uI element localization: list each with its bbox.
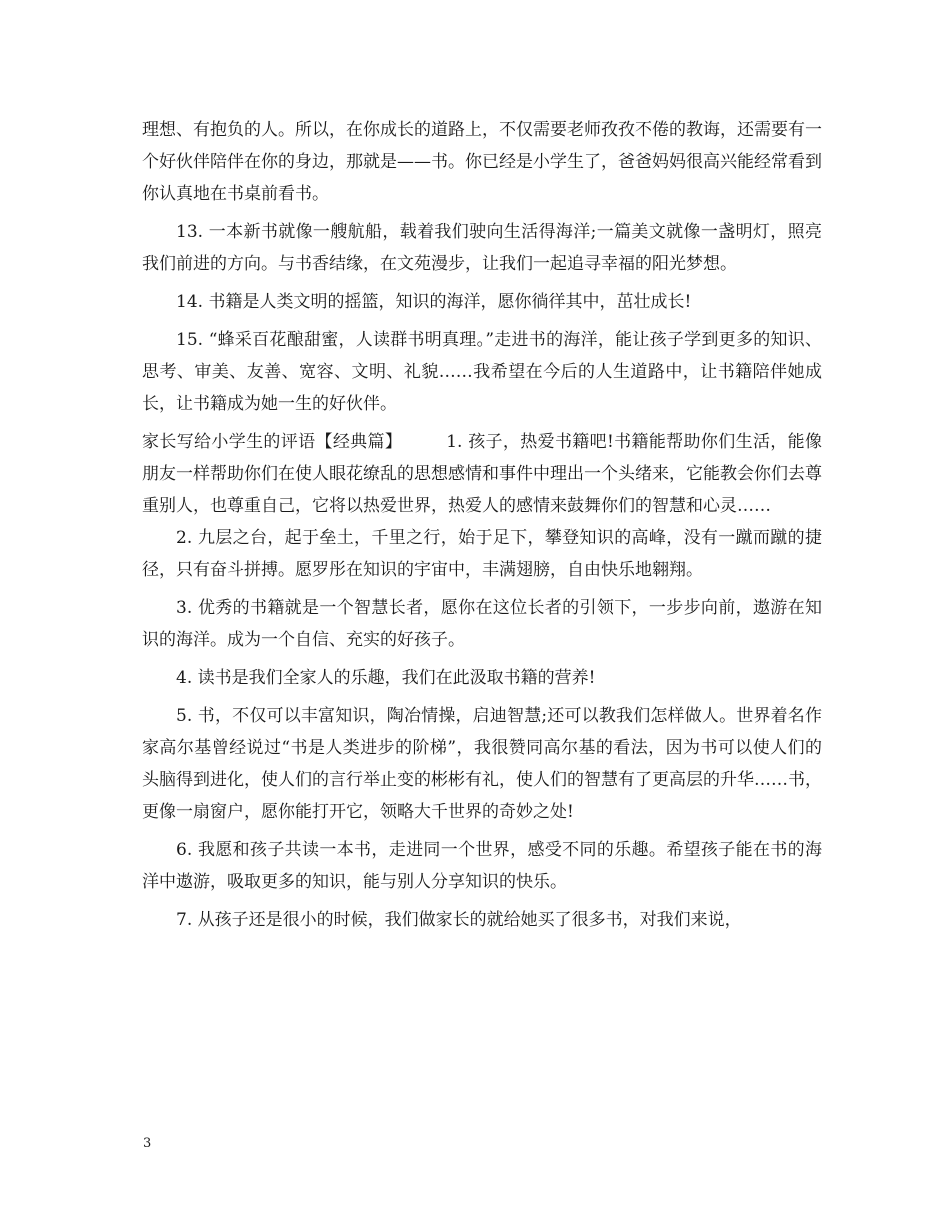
section-heading: 家长写给小学生的评语【经典篇】 (142, 432, 403, 452)
section-item-6: 6. 我愿和孩子共读一本书，走进同一个世界，感受不同的乐趣。希望孩子能在书的海洋中遨游，吸取更多的知识，能与别人分享知识的快乐。 (142, 840, 822, 892)
section-item-1: 1. 孩子，热爱书籍吧!书籍能帮助你们生活，能像朋友一样帮助你们在使人眼花缭乱的思想感情和事件中理出一个头绪来，它能教会你们去尊重别人，也尊重自己，它将以热爱世界，热爱人的感情来鼓舞你们的智慧和心灵…… (142, 432, 822, 516)
section-item-5: 5. 书，不仅可以丰富知识，陶冶情操，启迪智慧;还可以教我们怎样做人。世界着名作家高尔基曾经说过“书是人类进步的阶梯”，我很赞同高尔基的看法，因为书可以使人们的头脑得到进化，使人们的言行举止变的彬彬有礼，使人们的智慧有了更高层的升华……书，更像一扇窗户，愿你能打开它，领略大千世界的奇妙之处! (142, 706, 822, 822)
document-body (142, 114, 822, 942)
paragraph-item-14: 14. 书籍是人类文明的摇篮，知识的海洋，愿你徜徉其中，茁壮成长! (176, 292, 692, 312)
page-number: 3 (143, 1136, 152, 1151)
paragraph-continuation: 理想、有抱负的人。所以，在你成长的道路上，不仅需要老师孜孜不倦的教诲，还需要有一个好伙伴陪伴在你的身边，那就是——书。你已经是小学生了，爸爸妈妈很高兴能经常看到你认真地在书桌前看书。 (142, 120, 822, 204)
section-item-4: 4. 读书是我们全家人的乐趣，我们在此汲取书籍的营养! (176, 668, 596, 688)
section-heading-paragraph (142, 426, 822, 522)
section-item-7: 7. 从孩子还是很小的时候，我们做家长的就给她买了很多书，对我们来说， (176, 910, 742, 930)
paragraph-item-15: 15. “蜂采百花酿甜蜜，人读群书明真理。”走进书的海洋，能让孩子学到更多的知识、思考、审美、友善、宽容、文明、礼貌……我希望在今后的人生道路中，让书籍陪伴她成长，让书籍成为她一生的好伙伴。 (142, 330, 822, 414)
paragraph-item-13: 13. 一本新书就像一艘航船，载着我们驶向生活得海洋;一篇美文就像一盏明灯，照亮我们前进的方向。与书香结缘，在文苑漫步，让我们一起追寻幸福的阳光梦想。 (142, 222, 822, 274)
section-item-2: 2. 九层之台，起于垒土，千里之行，始于足下，攀登知识的高峰，没有一蹴而蹴的捷径，只有奋斗拼搏。愿罗彤在知识的宇宙中，丰满翅膀，自由快乐地翱翔。 (142, 528, 822, 580)
section-item-3: 3. 优秀的书籍就是一个智慧长者，愿你在这位长者的引领下，一步步向前，遨游在知识的海洋。成为一个自信、充实的好孩子。 (142, 598, 822, 650)
